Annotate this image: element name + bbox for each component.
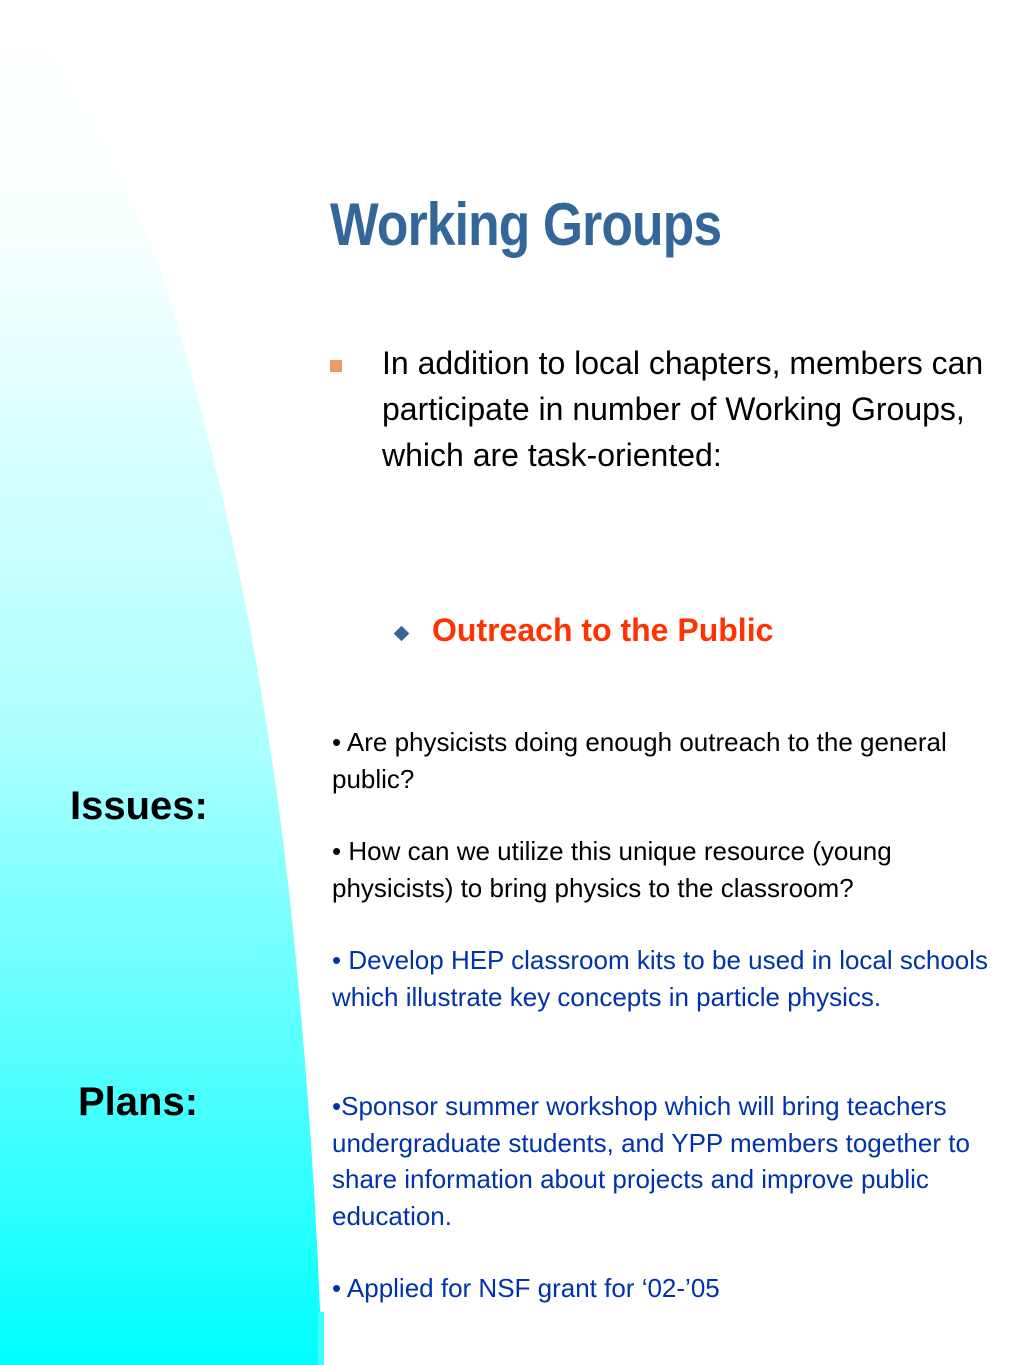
plans-label: Plans: xyxy=(78,1080,199,1124)
plan-item: •Sponsor summer workshop which will bring teachers undergraduate students, and YPP members together to share information about projects and improve public education. xyxy=(332,1091,970,1231)
sub-bullet xyxy=(392,612,992,656)
issue-item: • Are physicists doing enough outreach to the general public? xyxy=(332,727,947,794)
square-bullet-icon xyxy=(330,360,342,372)
main-bullet-text: In addition to local chapters, members can participate in number of Working Groups, which are task-oriented: xyxy=(382,345,984,473)
issues-label: Issues: xyxy=(70,784,208,828)
diamond-bullet-icon xyxy=(394,626,410,642)
issue-item: • How can we utilize this unique resource (young physicists) to bring physics to the classroom? xyxy=(332,836,892,903)
plan-item: • Applied for NSF grant for ‘02-’05 xyxy=(332,1273,720,1303)
sub-bullet-text: Outreach to the Public xyxy=(432,612,774,648)
slide-title: Working Groups xyxy=(330,191,722,258)
plan-item: • Develop HEP classroom kits to be used in local schools which illustrate key concepts in particle physics. xyxy=(332,945,989,1012)
